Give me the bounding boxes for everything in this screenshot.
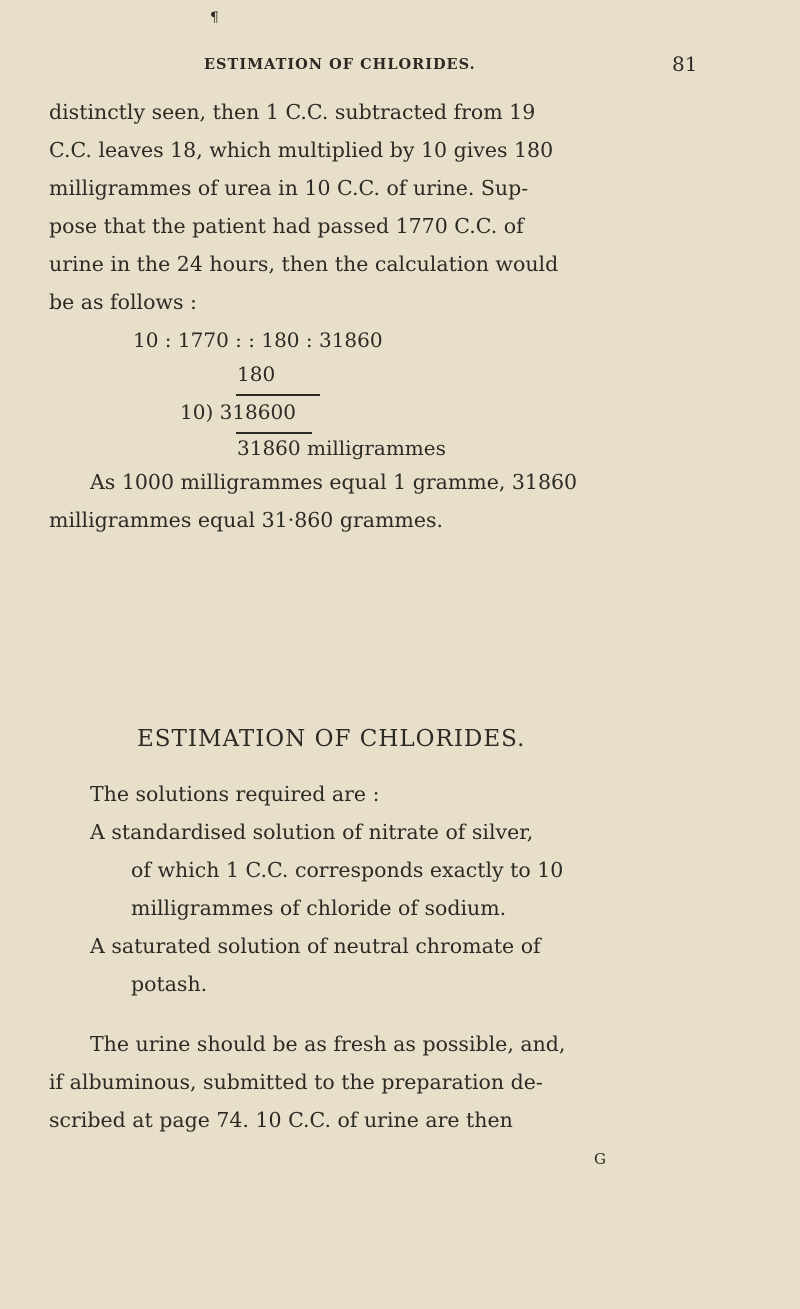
calculation-division: 10) 318600 xyxy=(180,400,296,424)
signature-mark: G xyxy=(594,1150,606,1168)
running-header-title: ESTIMATION OF CHLORIDES. xyxy=(204,56,476,73)
solution-line: milligrammes of chloride of sodium. xyxy=(131,896,507,920)
solution-line: of which 1 C.C. corresponds exactly to 10 xyxy=(131,858,564,882)
paragraph-line: milligrammes equal 31·860 grammes. xyxy=(49,508,444,532)
paragraph-line: C.C. leaves 18, which multiplied by 10 gives 180 xyxy=(49,138,554,162)
calculation-rule xyxy=(236,394,320,396)
paragraph-line: As 1000 milligrammes equal 1 gramme, 31860 xyxy=(90,470,578,494)
solution-line: A saturated solution of neutral chromate of xyxy=(90,934,541,958)
paragraph-line: pose that the patient had passed 1770 C.C. of xyxy=(49,214,524,238)
calculation-result: 31860 milligrammes xyxy=(237,436,446,460)
calculation-multiplier: 180 xyxy=(237,362,276,386)
solution-line: potash. xyxy=(131,972,208,996)
paragraph-line: urine in the 24 hours, then the calculation would xyxy=(49,252,559,276)
solutions-intro: The solutions required are : xyxy=(90,782,380,806)
page-number: 81 xyxy=(672,52,698,76)
calculation-proportion: 10 : 1770 : : 180 : 31860 xyxy=(133,328,383,352)
paragraph-line: if albuminous, submitted to the preparation de- xyxy=(49,1070,543,1094)
paragraph-line: scribed at page 74. 10 C.C. of urine are then xyxy=(49,1108,513,1132)
paragraph-line: milligrammes of urea in 10 C.C. of urine. Sup- xyxy=(49,176,529,200)
paragraph-line: distinctly seen, then 1 C.C. subtracted from 19 xyxy=(49,100,536,124)
pilcrow-mark: ¶ xyxy=(210,10,219,26)
paragraph-line: The urine should be as fresh as possible, and, xyxy=(90,1032,566,1056)
paragraph-line: be as follows : xyxy=(49,290,197,314)
solution-line: A standardised solution of nitrate of silver, xyxy=(90,820,534,844)
section-heading: ESTIMATION OF CHLORIDES. xyxy=(137,726,526,752)
calculation-rule xyxy=(236,432,312,434)
